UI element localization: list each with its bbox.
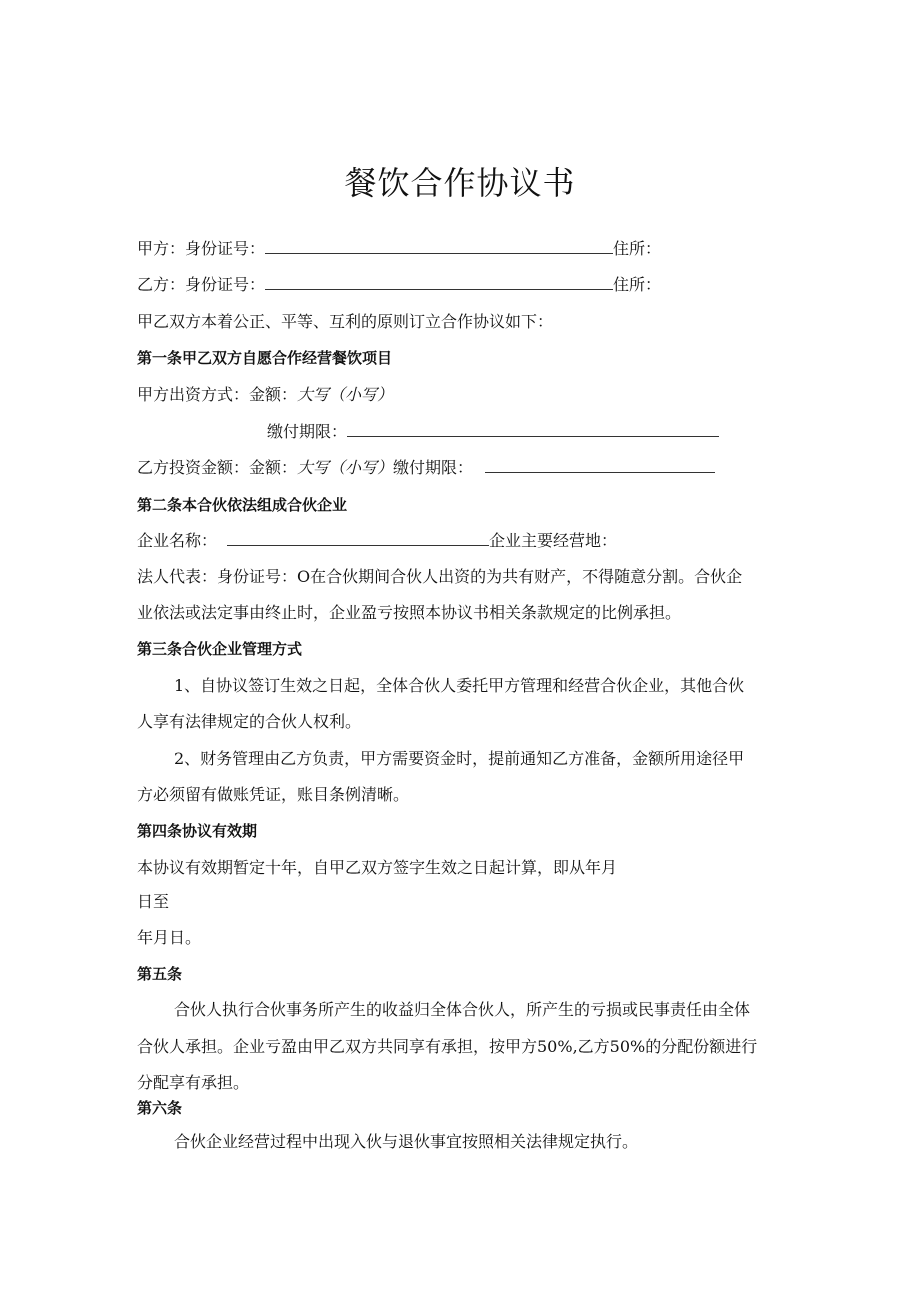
article3-item1-line1: 1、自协议签订生效之日起，全体合伙人委托甲方管理和经营合伙企业，其他合伙 [174,676,745,695]
article3-item1-line2: 人享有法律规定的合伙人权利。 [137,712,362,731]
b-invest-line [137,457,715,479]
company-location-label: 企业主要经营地： [489,531,618,550]
b-payment-label: 缴付期限： [393,458,474,477]
article4-line3: 年月日。 [137,928,202,947]
party-b-id-blank[interactable] [265,275,613,290]
a-invest-line [137,384,393,406]
a-invest-label: 甲方出资方式：金额： [137,385,298,404]
b-payment-blank[interactable] [485,458,715,473]
legal-rep-line2: 业依法或法定事由终止时，企业盈亏按照本协议书相关条款规定的比例承担。 [137,603,682,622]
party-b-line [137,274,661,296]
a-payment-line [267,421,719,443]
article2-heading: 第二条本合伙依法组成合伙企业 [137,496,348,514]
article6-heading: 第六条 [137,1099,183,1117]
article4-heading: 第四条协议有效期 [137,822,258,840]
article3-heading: 第三条合伙企业管理方式 [137,640,303,658]
article1-heading: 第一条甲乙双方自愿合作经营餐饮项目 [137,349,393,367]
party-a-line [137,238,661,260]
document-title: 餐饮合作协议书 [344,164,576,202]
intro-text: 甲乙双方本着公正、平等、互利的原则订立合作协议如下： [137,312,554,331]
party-a-id-blank[interactable] [265,239,613,254]
party-b-label: 乙方：身份证号： [137,275,266,294]
company-name-label: 企业名称： [137,531,218,550]
a-payment-label: 缴付期限： [267,422,348,441]
a-invest-amount: 大写（小写） [297,385,394,404]
party-a-address-label: 住所： [613,239,662,258]
article5-line2: 合伙人承担。企业亏盈由甲乙双方共同享有承担，按甲方50%,乙方50%的分配份额进行 [137,1037,758,1056]
a-payment-blank[interactable] [347,422,719,437]
party-b-address-label: 住所： [613,275,662,294]
article3-item2-line2: 方必须留有做账凭证，账目条例清晰。 [137,785,410,804]
article4-line1: 本协议有效期暂定十年，自甲乙双方签字生效之日起计算，即从年月 [137,858,618,877]
article5-line3: 分配享有承担。 [137,1073,250,1092]
company-line [137,530,617,552]
article5-line1: 合伙人执行合伙事务所产生的收益归全体合伙人，所产生的亏损或民事责任由全体 [174,1000,751,1019]
company-name-blank[interactable] [227,531,489,546]
article6-line1: 合伙企业经营过程中出现入伙与退伙事宜按照相关法律规定执行。 [174,1132,639,1151]
b-invest-label: 乙方投资金额：金额： [137,458,298,477]
article4-line2: 日至 [137,892,170,911]
b-invest-amount: 大写（小写） [297,458,394,477]
article3-item2-line1: 2、财务管理由乙方负责，甲方需要资金时，提前通知乙方准备，金额所用途径甲 [174,749,745,768]
article5-heading: 第五条 [137,965,183,983]
legal-rep-line1: 法人代表：身份证号：O在合伙期间合伙人出资的为共有财产，不得随意分割。合伙企 [137,567,743,586]
party-a-label: 甲方：身份证号： [137,239,266,258]
